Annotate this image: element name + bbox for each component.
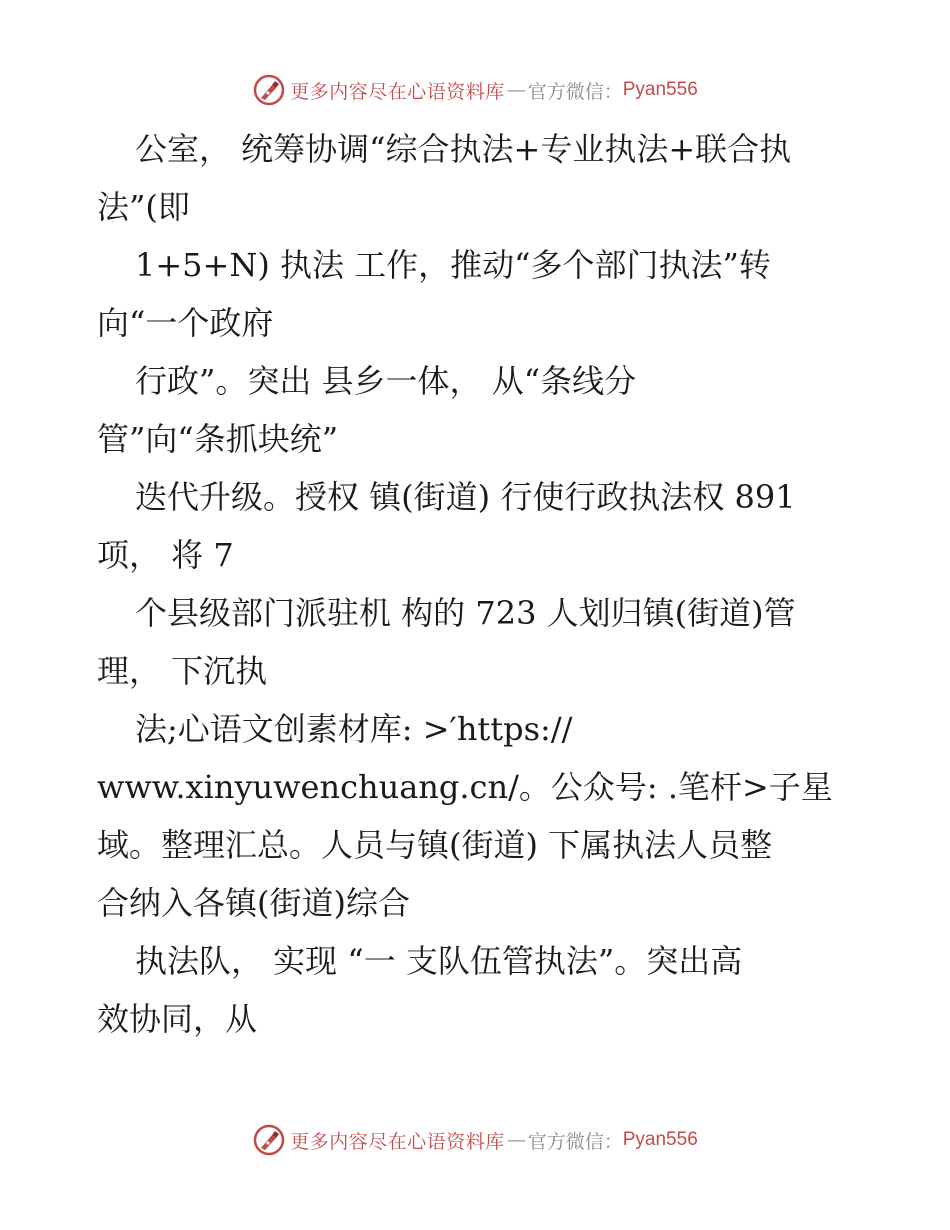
footer-dash: — xyxy=(506,1129,526,1151)
text-line: 向“一个政府 xyxy=(97,304,274,342)
text-line: 管”向“条抓块统” xyxy=(97,420,339,458)
text-line: 合纳入各镇(街道)综合 xyxy=(97,884,410,922)
text-line: 理， 下沉执 xyxy=(97,652,268,690)
text-line: www.xinyuwenchuang.cn/。公众号: .笔杆>子星 xyxy=(97,768,833,806)
header-wechat-id: Pyan556 xyxy=(622,79,698,100)
text-line: 执法队， 实现 “一 支队伍管执法”。突出高 xyxy=(135,942,743,980)
text-line: 迭代升级。授权 镇(街道) 行使行政执法权 891 xyxy=(135,478,796,516)
header-promo-text: 更多内容尽在心语资料库 xyxy=(290,80,505,103)
text-line: 个县级部门派驻机 构的 723 人划归镇(街道)管 xyxy=(135,594,796,632)
document-body xyxy=(97,120,857,1048)
header-wechat-label: 官方微信： xyxy=(527,80,623,103)
text-line: 法”(即 xyxy=(97,188,190,226)
footer-wechat-label: 官方微信： xyxy=(527,1130,623,1153)
text-line: 项， 将 7 xyxy=(97,536,234,574)
text-line: 1+5+N) 执法 工作，推动“多个部门执法”转 xyxy=(135,246,771,284)
text-line: 效协同，从 xyxy=(97,1000,258,1038)
header-banner xyxy=(0,70,950,110)
text-line: 域。整理汇总。人员与镇(街道) 下属执法人员整 xyxy=(97,826,773,864)
text-line: 行政”。突出 县乡一体， 从“条线分 xyxy=(135,362,637,400)
footer-promo-text: 更多内容尽在心语资料库 xyxy=(290,1130,505,1153)
pen-nib-icon xyxy=(252,73,286,107)
header-dash: — xyxy=(506,79,526,101)
text-line: 法;心语文创素材库: >′https:// xyxy=(135,710,573,748)
text-line: 公室， 统筹协调“综合执法+专业执法+联合执 xyxy=(135,130,792,168)
footer-wechat-id: Pyan556 xyxy=(622,1129,698,1150)
pen-nib-icon xyxy=(252,1123,286,1157)
footer-banner xyxy=(0,1120,950,1160)
